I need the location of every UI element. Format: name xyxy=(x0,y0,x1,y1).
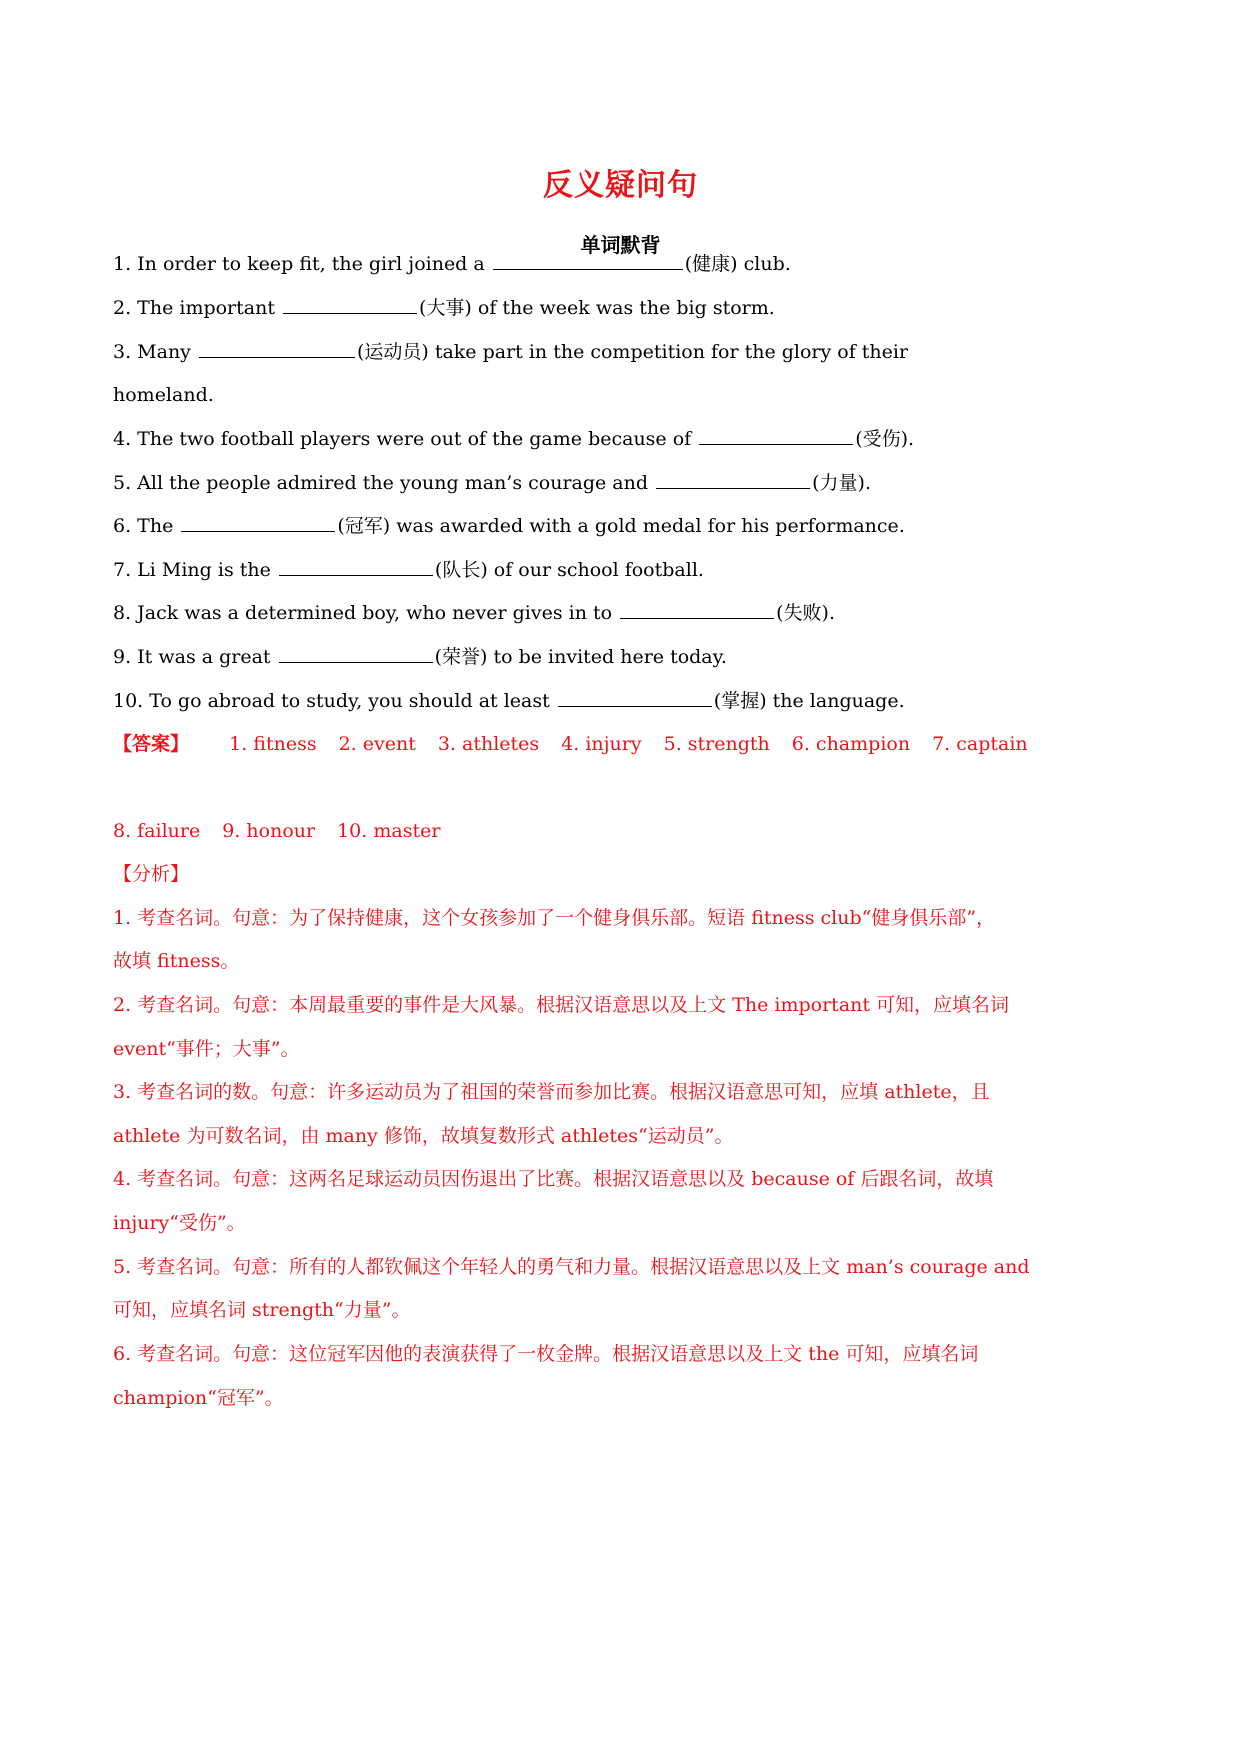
answer-item: 10. master xyxy=(337,820,441,842)
answer-item: 1. fitness xyxy=(229,733,317,755)
question-5: 5. All the people admired the young man’s courage and (力量). xyxy=(113,472,871,494)
answer-blank[interactable] xyxy=(279,557,433,576)
analysis-line: event“事件；大事”。 xyxy=(113,1038,300,1060)
question-3-continued: homeland. xyxy=(113,384,214,406)
answer-blank[interactable] xyxy=(283,295,417,314)
section-title: 单词默背 xyxy=(580,233,661,257)
answer-blank[interactable] xyxy=(699,426,853,445)
analysis-line: 可知，应填名词 strength“力量”。 xyxy=(113,1299,411,1321)
answer-item: 6. champion xyxy=(791,733,911,755)
answer-item: 8. failure xyxy=(113,820,201,842)
analysis-line: 1. 考查名词。句意：为了保持健康，这个女孩参加了一个健身俱乐部。短语 fitness club“健身俱乐部”， xyxy=(113,907,996,929)
answer-item: 5. strength xyxy=(663,733,770,755)
answer-item: 4. injury xyxy=(561,733,642,755)
question-7: 7. Li Ming is the (队长) of our school football. xyxy=(113,559,704,581)
answer-blank[interactable] xyxy=(181,513,335,532)
analysis-line: injury“受伤”。 xyxy=(113,1212,246,1234)
analysis-line: 3. 考查名词的数。句意：许多运动员为了祖国的荣誉而参加比赛。根据汉语意思可知，应填 athlete，且 xyxy=(113,1081,990,1103)
analysis-line: 故填 fitness。 xyxy=(113,950,240,972)
question-6: 6. The (冠军) was awarded with a gold medal for his performance. xyxy=(113,515,905,537)
answer-blank[interactable] xyxy=(199,339,355,358)
question-4: 4. The two football players were out of the game because of (受伤). xyxy=(113,428,915,450)
answer-blank[interactable] xyxy=(656,470,810,489)
page-title: 反义疑问句 xyxy=(543,168,698,203)
analysis-line: champion“冠军”。 xyxy=(113,1387,284,1409)
question-2: 2. The important (大事) of the week was the big storm. xyxy=(113,297,775,319)
question-9: 9. It was a great (荣誉) to be invited here today. xyxy=(113,646,727,668)
analysis-line: 6. 考查名词。句意：这位冠军因他的表演获得了一枚金牌。根据汉语意思以及上文 the 可知，应填名词 xyxy=(113,1343,979,1365)
analysis-line: 5. 考查名词。句意：所有的人都钦佩这个年轻人的勇气和力量。根据汉语意思以及上文 man’s courage and xyxy=(113,1256,1030,1278)
answer-label: 【答案】 xyxy=(113,733,190,755)
answer-blank[interactable] xyxy=(558,688,712,707)
answer-item: 3. athletes xyxy=(437,733,540,755)
question-8: 8. Jack was a determined boy, who never gives in to (失败). xyxy=(113,602,835,624)
analysis-line: 4. 考查名词。句意：这两名足球运动员因伤退出了比赛。根据汉语意思以及 because of 后跟名词，故填 xyxy=(113,1168,994,1190)
answer-item: 2. event xyxy=(338,733,416,755)
analysis-line: athlete 为可数名词，由 many 修饰，故填复数形式 athletes“运动员”。 xyxy=(113,1125,734,1147)
question-1: 1. In order to keep fit, the girl joined a (健康) club. xyxy=(113,253,791,275)
answer-item: 7. captain xyxy=(932,733,1028,755)
question-3: 3. Many (运动员) take part in the competition for the glory of their xyxy=(113,341,909,363)
answer-blank[interactable] xyxy=(279,644,433,663)
analysis-label: 【分析】 xyxy=(113,863,190,885)
analysis-line: 2. 考查名词。句意：本周最重要的事件是大风暴。根据汉语意思以及上文 The important 可知，应填名词 xyxy=(113,994,1010,1016)
answer-line-1 xyxy=(113,731,1028,757)
answer-item: 9. honour xyxy=(222,820,316,842)
answer-blank[interactable] xyxy=(493,251,683,270)
answer-line-2 xyxy=(113,818,440,844)
question-10: 10. To go abroad to study, you should at least (掌握) the language. xyxy=(113,690,905,712)
answer-blank[interactable] xyxy=(620,600,774,619)
